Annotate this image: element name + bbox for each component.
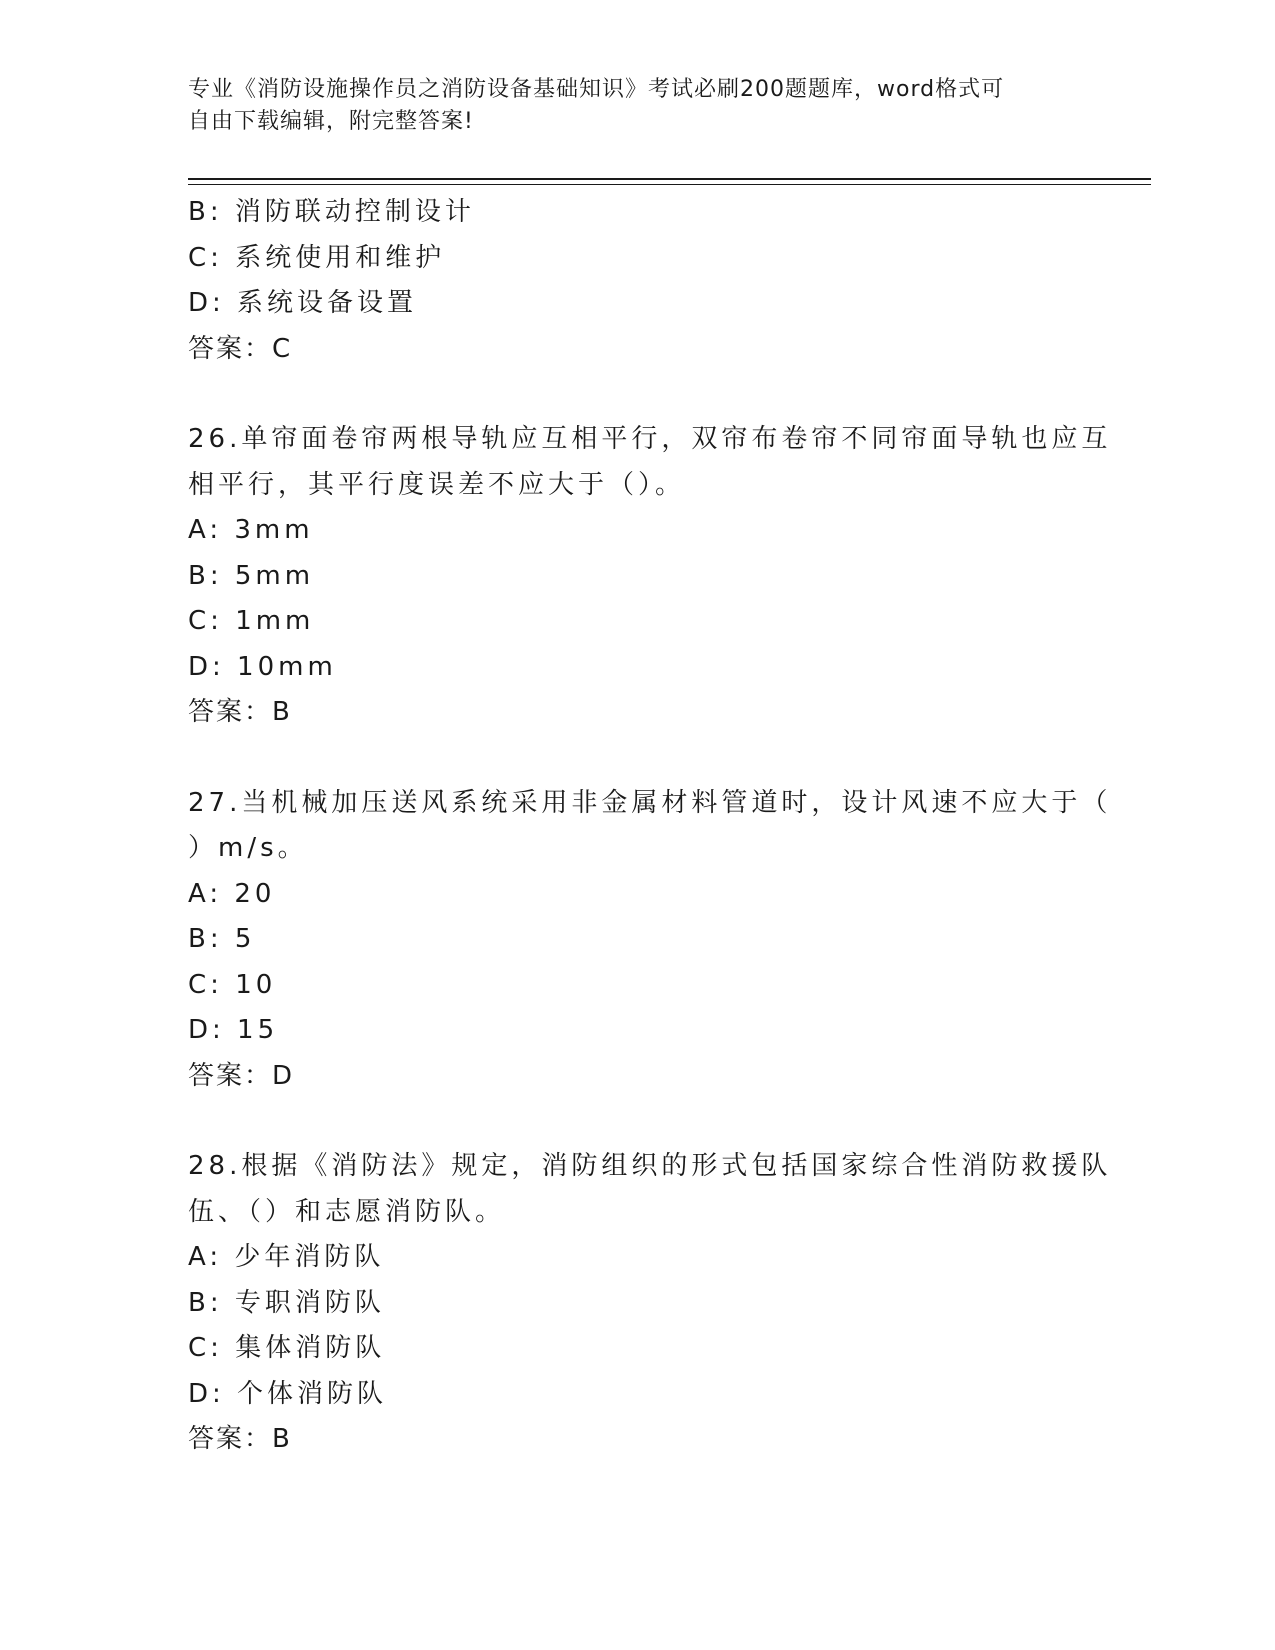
option-letter: A: bbox=[188, 515, 223, 545]
question-26 bbox=[188, 417, 1112, 736]
option-text: 1mm bbox=[235, 606, 315, 636]
option-d bbox=[188, 281, 1088, 327]
option-a bbox=[188, 508, 1088, 554]
option-a bbox=[188, 1235, 1088, 1281]
question-27 bbox=[188, 781, 1112, 1100]
option-text: 集体消防队 bbox=[235, 1333, 386, 1363]
answer-line: 答案：D bbox=[188, 1060, 295, 1091]
option-text: 系统使用和维护 bbox=[235, 242, 446, 273]
question-stem-line-2: ）m/s。 bbox=[188, 833, 308, 863]
option-letter: A: bbox=[188, 878, 223, 909]
option-letter: C: bbox=[188, 1333, 223, 1363]
option-text: 消防联动控制设计 bbox=[234, 197, 475, 227]
option-text: 系统设备设置 bbox=[237, 288, 418, 318]
answer-line: 答案：B bbox=[188, 697, 292, 727]
option-text: 5mm bbox=[234, 560, 315, 591]
question-stem-line-1: 28.根据《消防法》规定，消防组织的形式包括国家综合性消防救援队 bbox=[188, 1151, 1112, 1181]
option-letter: C: bbox=[188, 969, 223, 1000]
answer-line: 答案：B bbox=[188, 1424, 292, 1454]
option-letter: D: bbox=[188, 1015, 225, 1045]
option-b bbox=[188, 554, 1088, 600]
header-line-1: 专业《消防设施操作员之消防设备基础知识》考试必刷200题题库，word格式可 bbox=[188, 77, 1005, 102]
option-text: 20 bbox=[234, 878, 276, 909]
option-c bbox=[188, 963, 1088, 1009]
option-letter: A: bbox=[188, 1242, 223, 1272]
option-letter: B: bbox=[188, 1287, 223, 1318]
option-letter: B: bbox=[188, 560, 223, 591]
header-divider-thick bbox=[188, 178, 1151, 180]
question-stem-line-1: 27.当机械加压送风系统采用非金属材料管道时，设计风速不应大于（ bbox=[188, 787, 1112, 818]
option-c bbox=[188, 1326, 1088, 1372]
answer-line: 答案：C bbox=[188, 333, 293, 364]
question-list bbox=[188, 190, 1112, 1463]
option-letter: B: bbox=[188, 197, 223, 227]
option-c bbox=[188, 599, 1088, 645]
option-d bbox=[188, 1372, 1088, 1418]
option-text: 3mm bbox=[234, 515, 314, 545]
option-text: 10 bbox=[235, 969, 277, 1000]
header-divider-thin bbox=[188, 184, 1151, 185]
option-a bbox=[188, 872, 1088, 918]
header-line-2: 自由下载编辑，附完整答案! bbox=[188, 109, 474, 134]
option-letter: B: bbox=[188, 924, 223, 954]
option-d bbox=[188, 645, 1088, 691]
option-c bbox=[188, 236, 1088, 282]
option-text: 15 bbox=[237, 1015, 279, 1045]
question-stem-line-2: 伍、（）和志愿消防队。 bbox=[188, 1196, 506, 1227]
option-letter: D: bbox=[188, 288, 225, 318]
question-stem-line-2: 相平行，其平行度误差不应大于（）。 bbox=[188, 469, 686, 500]
option-b bbox=[188, 1281, 1088, 1327]
option-letter: D: bbox=[188, 651, 225, 682]
question-stem-line-1: 26.单帘面卷帘两根导轨应互相平行，双帘布卷帘不同帘面导轨也应互 bbox=[188, 424, 1112, 454]
option-b bbox=[188, 917, 1088, 963]
option-letter: C: bbox=[188, 242, 223, 273]
option-b bbox=[188, 190, 1088, 236]
prev-question-block bbox=[188, 190, 1088, 372]
option-letter: D: bbox=[188, 1378, 225, 1409]
option-text: 少年消防队 bbox=[234, 1242, 385, 1272]
document-header bbox=[188, 74, 1068, 138]
question-28 bbox=[188, 1144, 1112, 1463]
option-d bbox=[188, 1008, 1088, 1054]
option-text: 个体消防队 bbox=[237, 1378, 388, 1409]
option-text: 5 bbox=[234, 924, 256, 954]
option-text: 10mm bbox=[237, 651, 337, 682]
option-letter: C: bbox=[188, 606, 223, 636]
option-text: 专职消防队 bbox=[234, 1287, 385, 1318]
